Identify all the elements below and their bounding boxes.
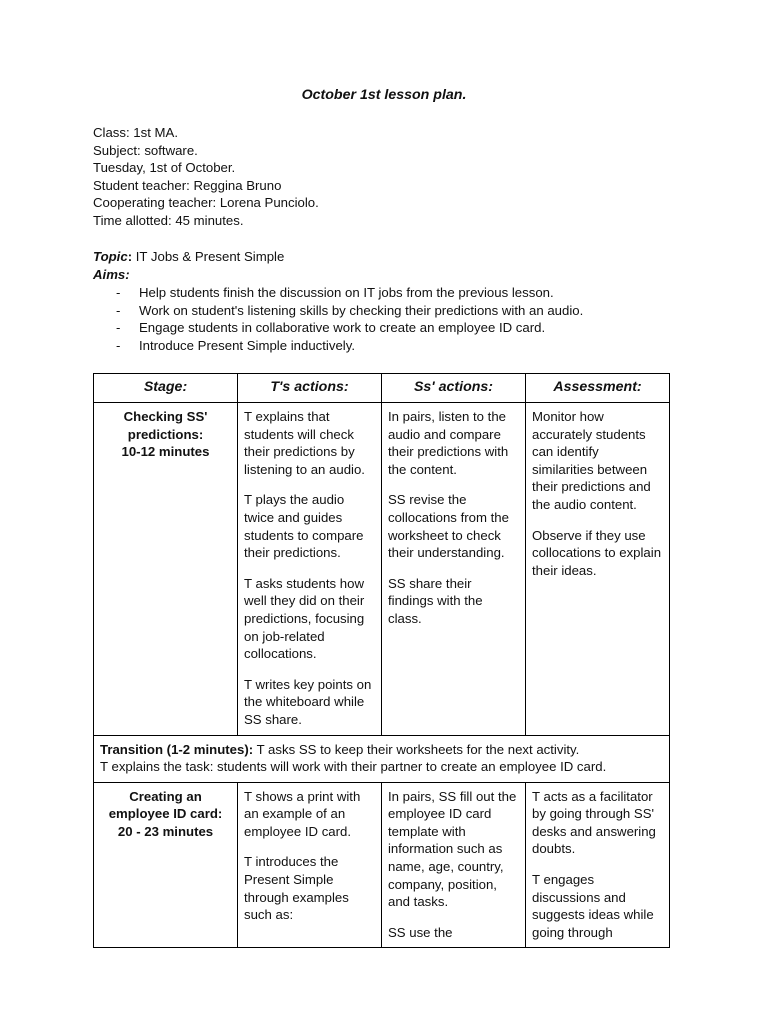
- document-title: October 1st lesson plan.: [301, 87, 467, 103]
- assessment-cell: [526, 403, 670, 736]
- aim-item: [116, 337, 583, 355]
- ss-action-paragraph: In pairs, SS fill out the employee ID card template with information such as name, age, country, company, position, and tasks.: [388, 788, 517, 910]
- class-info-line: Class: 1st MA.: [93, 125, 179, 140]
- lesson-plan-table: [93, 373, 670, 948]
- topic-line: [93, 248, 284, 266]
- aim-item: [116, 284, 583, 302]
- t-action-paragraph: T introduces the Present Simple through examples such as:: [244, 854, 349, 923]
- transition-cell: [94, 735, 670, 782]
- assessment-paragraph: T acts as a facilitator by going through SS' desks and answering doubts.: [532, 788, 656, 857]
- assessment-cell: [526, 782, 670, 948]
- class-info-line: Subject: software.: [93, 142, 198, 158]
- aim-text: Introduce Present Simple inductively.: [139, 337, 355, 353]
- ss-actions-cell: [382, 782, 526, 948]
- t-actions-cell: [238, 403, 382, 736]
- t-action-paragraph: T plays the audio twice and guides students to compare their predictions.: [244, 492, 364, 561]
- ss-action-paragraph: SS revise the collocations from the worksheet to check their understanding.: [388, 492, 509, 561]
- table-header-row: [94, 374, 670, 403]
- stage-cell: [94, 403, 238, 736]
- ss-action-paragraph: In pairs, listen to the audio and compare their predictions with the content.: [388, 409, 509, 477]
- aim-item: [116, 319, 583, 337]
- header-stage: Stage:: [94, 374, 238, 403]
- header-ss-actions: Ss' actions:: [382, 374, 526, 403]
- table-row: [94, 782, 670, 948]
- bullet-dash: -: [116, 337, 121, 353]
- stage-name: Creating an employee ID card:: [108, 788, 223, 822]
- aims-label: Aims:: [93, 267, 130, 282]
- aim-item: [116, 302, 583, 320]
- header-assessment: Assessment:: [526, 374, 670, 403]
- topic-label: Topic: [93, 249, 128, 264]
- bullet-dash: -: [116, 302, 121, 318]
- aim-text: Work on student's listening skills by checking their predictions with an audio.: [139, 302, 584, 318]
- stage-cell: [94, 782, 238, 948]
- transition-line: [100, 741, 663, 759]
- transition-line: T explains the task: students will work with their partner to create an employee ID card.: [100, 759, 607, 775]
- t-actions-cell: [238, 782, 382, 948]
- bullet-dash: -: [116, 320, 121, 336]
- table-row: [94, 403, 670, 736]
- topic-colon: :: [127, 249, 133, 264]
- transition-row: [94, 735, 670, 782]
- assessment-paragraph: Observe if they use collocations to explain their ideas.: [532, 527, 662, 578]
- aim-text: Engage students in collaborative work to create an employee ID card.: [139, 320, 546, 336]
- bullet-dash: -: [116, 285, 121, 300]
- ss-action-paragraph: SS share their findings with the class.: [388, 575, 483, 626]
- ss-actions-cell: [382, 403, 526, 736]
- header-t-actions: T's actions:: [238, 374, 382, 403]
- aims-list: [116, 284, 583, 354]
- class-info-line: Time allotted: 45 minutes.: [93, 212, 244, 228]
- t-action-paragraph: T asks students how well they did on their predictions, focusing on job-related collocations.: [244, 575, 365, 662]
- stage-duration: 20 - 23 minutes: [117, 823, 214, 839]
- class-info-line: Student teacher: Reggina Bruno: [93, 177, 282, 193]
- t-action-paragraph: T writes key points on the whiteboard while SS share.: [244, 676, 372, 727]
- t-action-paragraph: T shows a print with an example of an employee ID card.: [244, 788, 361, 839]
- topic-value: IT Jobs & Present Simple: [132, 249, 285, 264]
- class-info: [93, 124, 319, 230]
- class-info-line: Tuesday, 1st of October.: [93, 160, 236, 176]
- transition-text: T asks SS to keep their worksheets for the next activity.: [253, 741, 580, 757]
- t-action-paragraph: T explains that students will check their predictions by listening to an audio.: [244, 409, 365, 477]
- stage-name: Checking SS' predictions:: [123, 409, 208, 442]
- transition-label: Transition (1-2 minutes):: [100, 741, 254, 757]
- stage-duration: 10-12 minutes: [121, 444, 210, 460]
- assessment-paragraph: Monitor how accurately students can identify similarities between their predictions and the audio content.: [532, 409, 651, 512]
- assessment-paragraph: T engages discussions and suggests ideas while going through: [532, 872, 654, 940]
- class-info-line: Cooperating teacher: Lorena Punciolo.: [93, 195, 319, 211]
- aim-text: Help students finish the discussion on IT jobs from the previous lesson.: [139, 285, 554, 300]
- ss-action-paragraph: SS use the: [388, 924, 453, 940]
